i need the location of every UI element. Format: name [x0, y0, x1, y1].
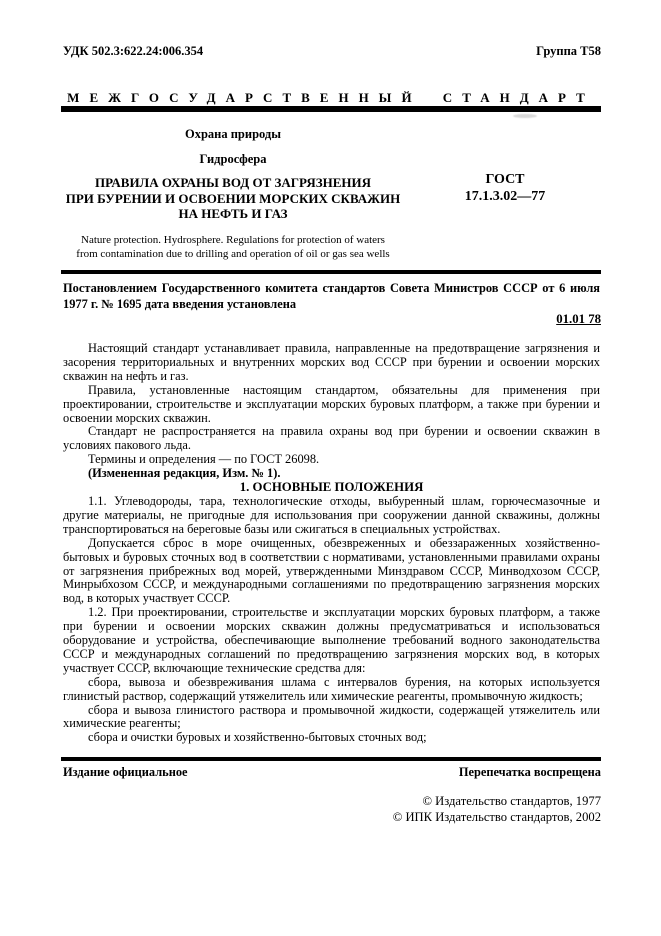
- standard-title-en-line-1: Nature protection. Hydrosphere. Regulations for protection of waters: [81, 234, 385, 246]
- official-edition-label: Издание официальное: [63, 765, 188, 779]
- udk-code: УДК 502.3:622.24:006.354: [63, 44, 204, 58]
- standard-title-line-3: НА НЕФТЬ И ГАЗ: [178, 206, 288, 221]
- standard-designation: [440, 171, 570, 205]
- standard-title-line-1: ПРАВИЛА ОХРАНЫ ВОД ОТ ЗАГРЯЗНЕНИЯ: [95, 175, 371, 190]
- section-list-item: сбора и вывоза глинистого раствора и промывочной жидкости, содержащей утяжелитель или химические реагенты;: [63, 702, 600, 731]
- standard-title-ru: [43, 175, 423, 222]
- section-list-item: сбора, вывоза и обезвреживания шлама с интервалов бурения, на которых используется глинистый раствор, содержащий утяжелитель или химические реагенты, промывочную жидкость;: [63, 674, 600, 703]
- section-paragraph: Допускается сброс в море очищенных, обезвреженных и обеззараженных хозяйственно-бытовых и буровых сточных вод в соответствии с нормативами, установленными правилами охраны от загрязнения прибрежных вод морей, утвержденными Минздравом СССР, Минводхозом СССР, Минрыбхозом СССР, и международными соглашениями по предотвращению загрязнения морских вод, в которых участвует СССР.: [63, 535, 600, 606]
- standard-title-en: [43, 234, 423, 261]
- group-code: Группа Т58: [536, 44, 601, 58]
- standard-type-header: МЕЖГОСУДАРСТВЕННЫЙ СТАНДАРТ: [67, 90, 595, 105]
- section-paragraph: 1.1. Углеводороды, тара, технологические отходы, выбуренный шлам, горючесмазочные и другие материалы, не пригодные для использования при сооружении данной скважины, должны транспортироваться на береговые базы или сжигаться в специальных устройствах.: [63, 493, 600, 536]
- middle-divider-bar: [61, 270, 601, 274]
- classification-row: [63, 44, 601, 59]
- top-divider-bar: [61, 106, 601, 112]
- enactment-statement: Постановлением Государственного комитета стандартов Совета Министров СССР от 6 июля 1977 г. № 1695 дата введения установлена: [63, 281, 600, 311]
- effective-date: 01.01 78: [556, 312, 601, 326]
- reprint-prohibited-label: Перепечатка воспрещена: [458, 765, 601, 779]
- designation-label: ГОСТ: [485, 172, 525, 187]
- standard-title-line-2: ПРИ БУРЕНИИ И ОСВОЕНИИ МОРСКИХ СКВАЖИН: [65, 190, 401, 206]
- designation-number: 17.1.3.02—77: [464, 189, 546, 204]
- section-paragraph: 1.2. При проектировании, строительстве и эксплуатации морских буровых платформ, а также при бурении и освоении морских скважин должны предусматриваться и использоваться оборудование и устройства, обеспечивающие выполнение требований водного законодательства СССР и международных соглашений по предотвращению загрязнения морских вод, в которых участвует СССР, включающие технические средства для:: [63, 605, 600, 675]
- document-body: [63, 342, 600, 745]
- copyright-line-1977: © Издательство стандартов, 1977: [422, 794, 601, 808]
- standard-title-en-line-2: from contamination due to drilling and operation of oil or gas sea wells: [76, 247, 390, 260]
- category-title: Охрана природы: [184, 127, 282, 141]
- footer-row: [63, 765, 601, 780]
- preamble-paragraph: Термины и определения — по ГОСТ 26098.: [88, 452, 320, 467]
- preamble-paragraph: Настоящий стандарт устанавливает правила, направленные на предотвращение загрязнения и засорения территориальных и внутренних морских вод СССР при бурении и освоении морских скважин на нефть и газ.: [63, 341, 600, 383]
- section-1-heading: 1. ОСНОВНЫЕ ПОЛОЖЕНИЯ: [239, 480, 424, 495]
- subcategory-title: Гидросфера: [199, 152, 267, 166]
- preamble-paragraph: Правила, установленные настоящим стандартом, обязательны для применения при проектировании, строительстве и эксплуатации морских буровых платформ, а также при бурении и освоении морских скважин.: [63, 382, 600, 425]
- preamble-paragraph: Стандарт не распространяется на правила охраны вод при бурении и освоении скважин в условиях пакового льда.: [63, 424, 600, 453]
- copyright-block: [393, 794, 601, 825]
- footer-divider-bar: [61, 757, 601, 761]
- scan-artifact: [513, 114, 537, 118]
- copyright-line-2002: © ИПК Издательство стандартов, 2002: [392, 809, 601, 824]
- amendment-note: (Измененная редакция, Изм. № 1).: [88, 466, 281, 481]
- section-list-item: сбора и очистки буровых и хозяйственно-бытовых сточных вод;: [88, 730, 427, 745]
